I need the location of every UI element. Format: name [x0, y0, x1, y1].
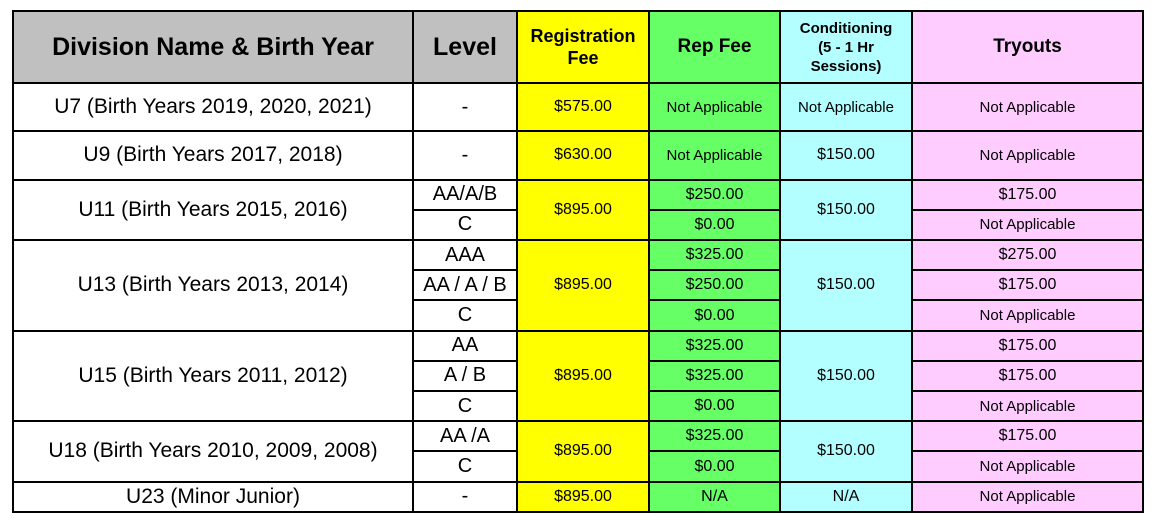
tryouts-cell: Not Applicable: [912, 482, 1143, 512]
tryouts-cell: Not Applicable: [912, 210, 1143, 240]
conditioning-cell: $150.00: [780, 131, 912, 179]
division-cell: U13 (Birth Years 2013, 2014): [13, 240, 413, 331]
level-header: Level: [413, 11, 517, 83]
registration-fee-cell: $575.00: [517, 83, 649, 131]
level-cell: C: [413, 210, 517, 240]
division-cell: U9 (Birth Years 2017, 2018): [13, 131, 413, 179]
conditioning-cell: $150.00: [780, 331, 912, 422]
rep-fee-cell: $0.00: [649, 451, 780, 481]
rep-fee-cell: N/A: [649, 482, 780, 512]
conditioning-header-line2: (5 - 1 Hr: [818, 38, 874, 56]
level-cell: -: [413, 131, 517, 179]
rep-fee-header: Rep Fee: [649, 11, 780, 83]
table-row-u15: [13, 331, 1143, 361]
registration-header-line2: Fee: [567, 48, 599, 68]
tryouts-cell: Not Applicable: [912, 391, 1143, 421]
division-cell: U18 (Birth Years 2010, 2009, 2008): [13, 421, 413, 481]
rep-fee-cell: $325.00: [649, 240, 780, 270]
level-cell: AAA: [413, 240, 517, 270]
level-cell: -: [413, 83, 517, 131]
division-header: Division Name & Birth Year: [13, 11, 413, 83]
rep-fee-cell: $325.00: [649, 361, 780, 391]
conditioning-cell: $150.00: [780, 240, 912, 331]
tryouts-cell: $175.00: [912, 421, 1143, 451]
level-cell: -: [413, 482, 517, 512]
division-cell: U7 (Birth Years 2019, 2020, 2021): [13, 83, 413, 131]
level-cell: AA /A: [413, 421, 517, 451]
conditioning-cell: $150.00: [780, 421, 912, 481]
rep-fee-cell: $250.00: [649, 180, 780, 210]
level-cell: AA/A/B: [413, 180, 517, 210]
table-row-u13: [13, 240, 1143, 270]
tryouts-cell: Not Applicable: [912, 131, 1143, 179]
conditioning-header-line1: Conditioning: [799, 19, 893, 37]
tryouts-cell: $175.00: [912, 331, 1143, 361]
registration-fee-header: [517, 11, 649, 83]
table-row-u18: [13, 421, 1143, 451]
fee-table: [12, 10, 1144, 513]
tryouts-cell: Not Applicable: [912, 300, 1143, 330]
conditioning-cell: Not Applicable: [780, 83, 912, 131]
registration-fee-cell: $895.00: [517, 331, 649, 422]
division-cell: U15 (Birth Years 2011, 2012): [13, 331, 413, 422]
registration-fee-cell: $630.00: [517, 131, 649, 179]
registration-header-line1: Registration: [530, 26, 636, 46]
header-row: [13, 11, 1143, 83]
registration-fee-cell: $895.00: [517, 421, 649, 481]
conditioning-cell: N/A: [780, 482, 912, 512]
table-row-u11: [13, 180, 1143, 210]
conditioning-header-line3: Sessions): [810, 57, 882, 75]
rep-fee-cell: Not Applicable: [649, 83, 780, 131]
tryouts-cell: $175.00: [912, 361, 1143, 391]
registration-fee-cell: $895.00: [517, 180, 649, 240]
registration-fee-cell: $895.00: [517, 240, 649, 331]
rep-fee-cell: $0.00: [649, 391, 780, 421]
tryouts-cell: $175.00: [912, 270, 1143, 300]
conditioning-cell: $150.00: [780, 180, 912, 240]
rep-fee-cell: $0.00: [649, 210, 780, 240]
level-cell: C: [413, 391, 517, 421]
registration-fee-cell: $895.00: [517, 482, 649, 512]
rep-fee-cell: $0.00: [649, 300, 780, 330]
level-cell: AA / A / B: [413, 270, 517, 300]
level-cell: AA: [413, 331, 517, 361]
rep-fee-cell: $325.00: [649, 331, 780, 361]
table-row-u7: [13, 83, 1143, 131]
table-row-u23: [13, 482, 1143, 512]
tryouts-cell: $175.00: [912, 180, 1143, 210]
tryouts-cell: Not Applicable: [912, 451, 1143, 481]
level-cell: A / B: [413, 361, 517, 391]
rep-fee-cell: $250.00: [649, 270, 780, 300]
conditioning-header: [780, 11, 912, 83]
division-cell: U11 (Birth Years 2015, 2016): [13, 180, 413, 240]
level-cell: C: [413, 300, 517, 330]
tryouts-cell: Not Applicable: [912, 83, 1143, 131]
tryouts-header: Tryouts: [912, 11, 1143, 83]
division-cell: U23 (Minor Junior): [13, 482, 413, 512]
rep-fee-cell: Not Applicable: [649, 131, 780, 179]
level-cell: C: [413, 451, 517, 481]
rep-fee-cell: $325.00: [649, 421, 780, 451]
table-row-u9: [13, 131, 1143, 179]
tryouts-cell: $275.00: [912, 240, 1143, 270]
